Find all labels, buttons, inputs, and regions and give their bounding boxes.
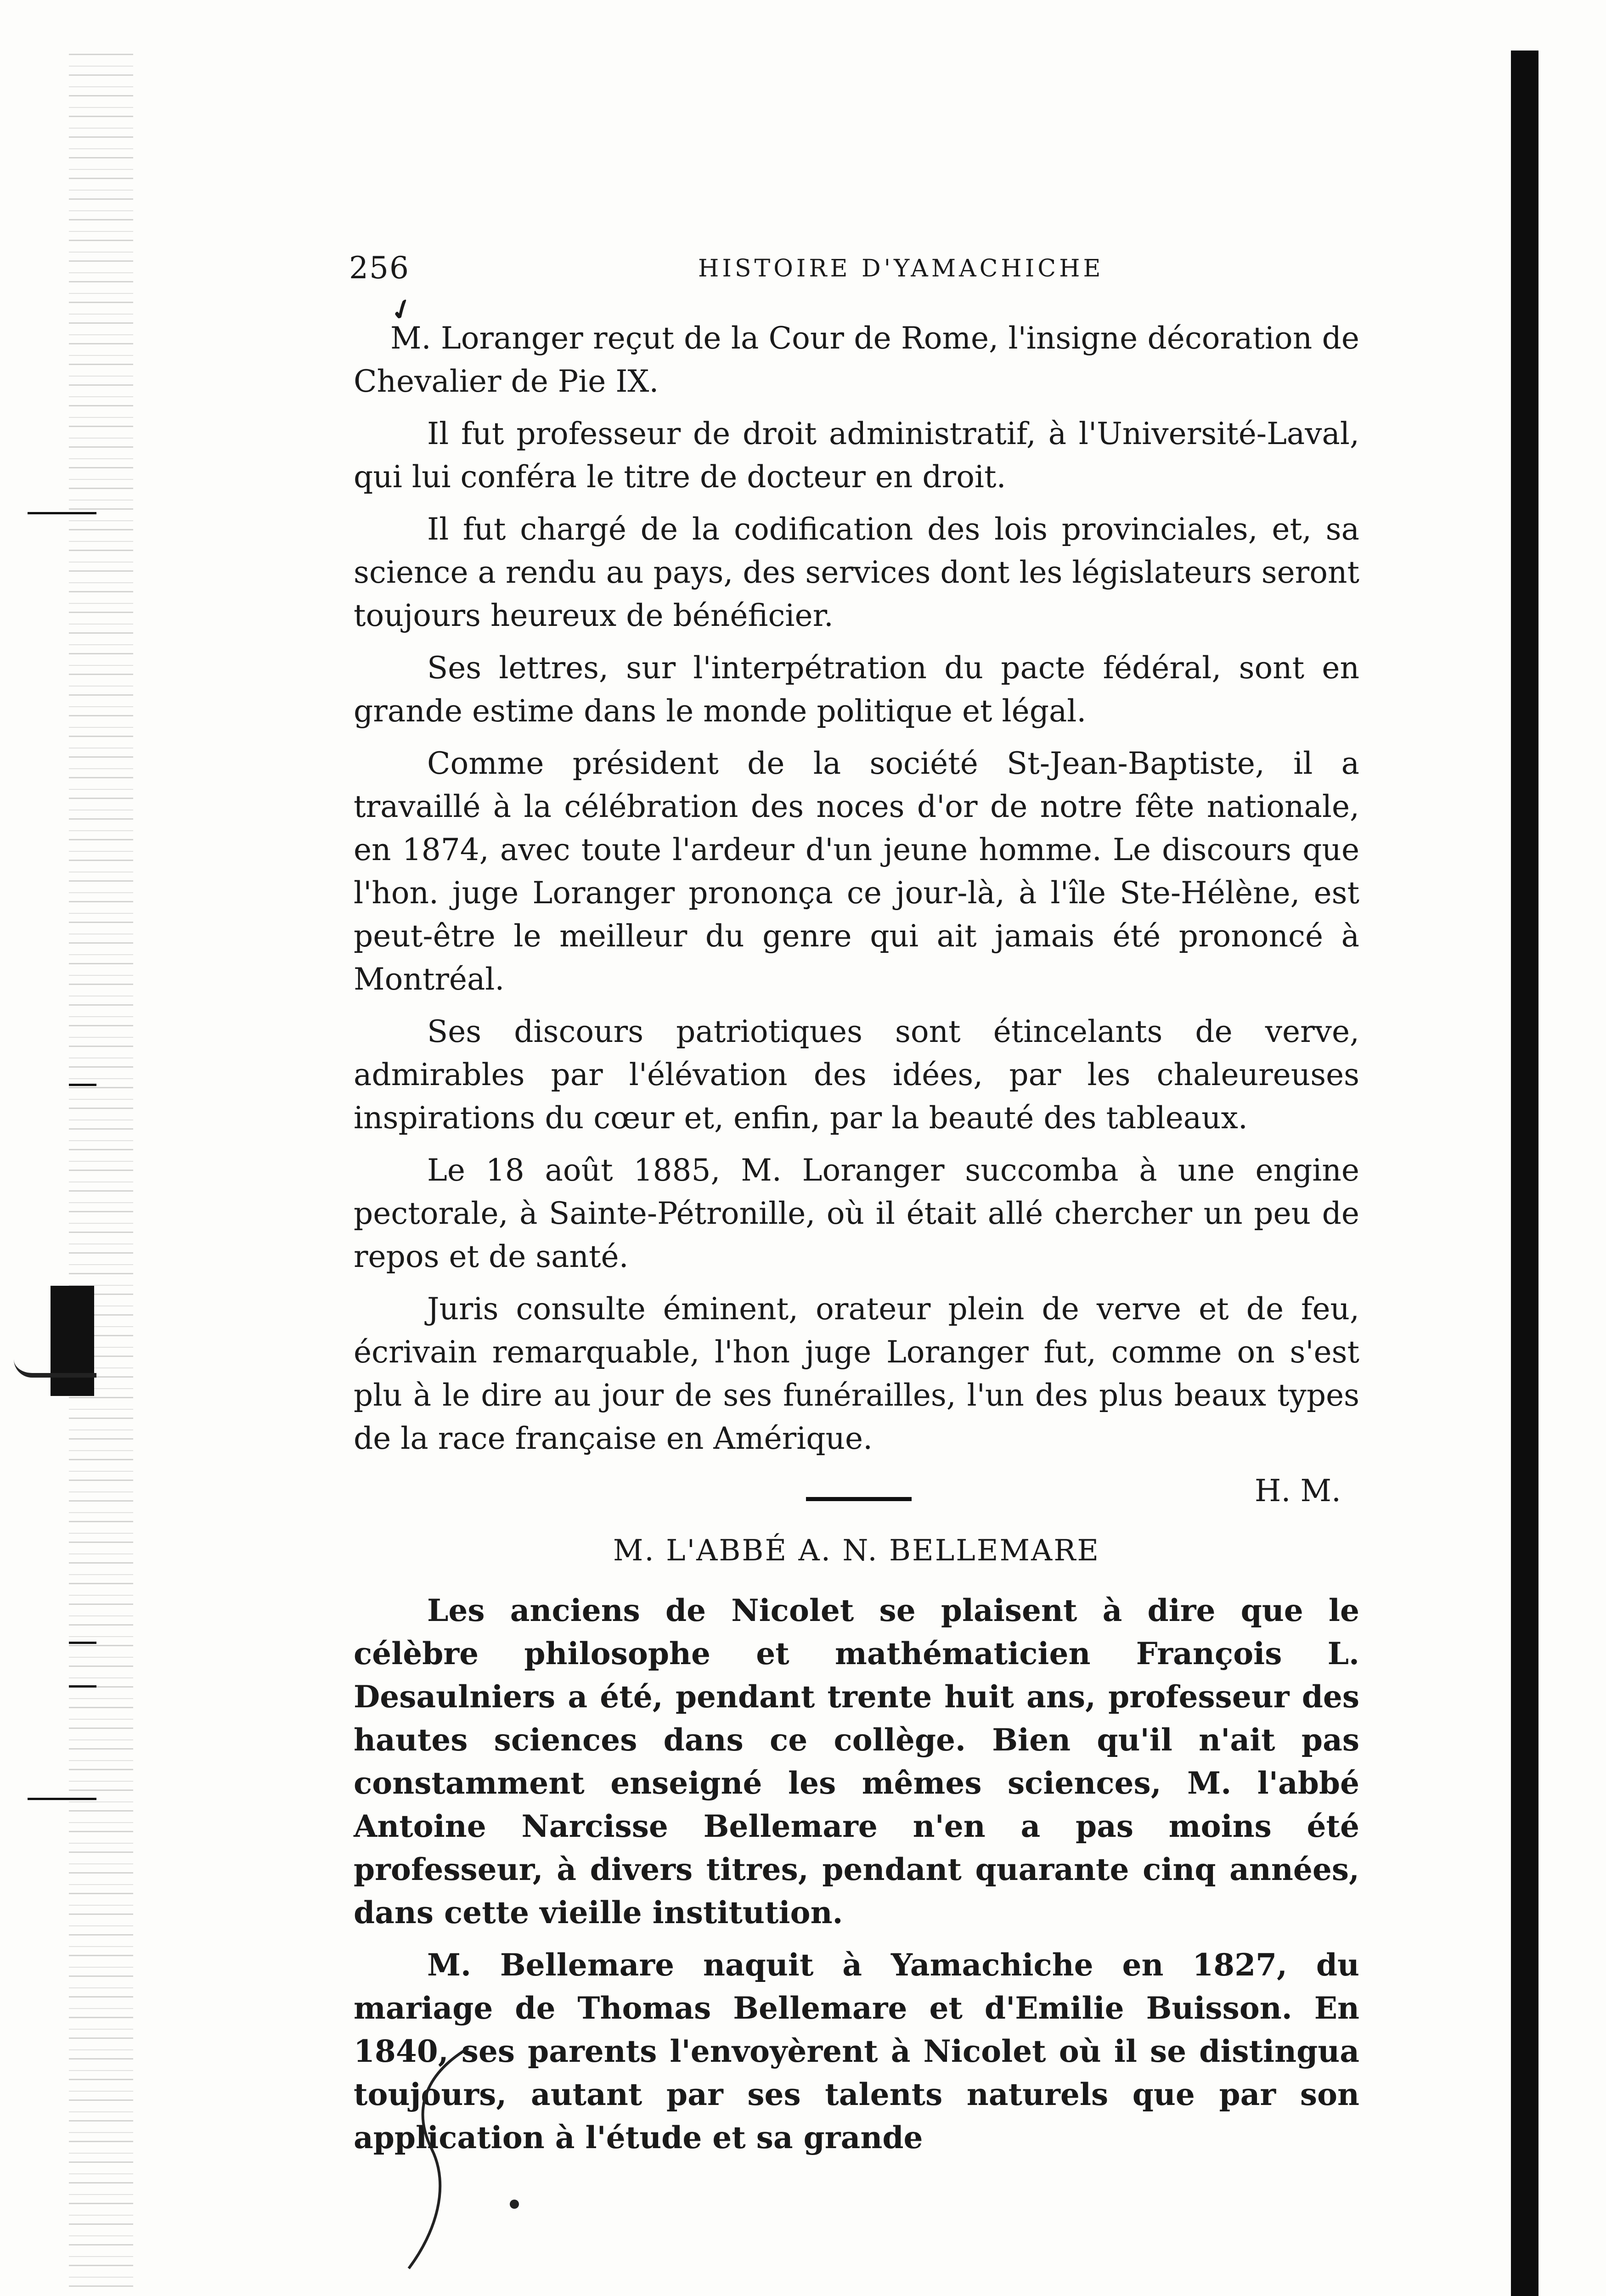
paragraph: Le 18 août 1885, M. Loranger succomba à une engine pectorale, à Sainte-Pétronille, où il était allé chercher un peu de repos et de santé.: [354, 1153, 1359, 1274]
signature: H. M.: [1254, 1473, 1341, 1508]
paragraph: Comme président de la société St-Jean-Baptiste, il a travaillé à la célébration des noces d'or de notre fête nationale, en 1874, avec toute l'ardeur d'un jeune homme. Le discours que l'hon. juge Loranger prononça ce jour-là, à l'île Ste-Hélène, est peut-être le meilleur du genre qui ait jamais été prononcé à Montréal.: [354, 746, 1359, 997]
paragraph: Ses discours patriotiques sont étincelants de verve, admirables par l'élévation des idées, par les chaleureuses inspirations du cœur et, enfin, par la beauté des tableaux.: [354, 1014, 1359, 1136]
scan-edge-tick: [69, 1642, 96, 1644]
paragraph: Ses lettres, sur l'interpétration du pacte fédéral, sont en grande estime dans le monde politique et légal.: [354, 650, 1359, 729]
page-number: 256: [349, 250, 410, 286]
scan-edge-tick: [69, 1685, 96, 1688]
scan-hook-mark: [14, 1359, 96, 1378]
paragraph: Juris consulte éminent, orateur plein de verve et de feu, écrivain remarquable, l'hon juge Loranger fut, comme on s'est plu à le dire au jour de ses funérailles, l'un des plus beaux types de la race française en Amérique.: [354, 1291, 1359, 1456]
scan-edge-tick: [69, 1084, 96, 1086]
check-mark-icon: ✓: [385, 291, 418, 329]
paragraph: Les anciens de Nicolet se plaisent à dire que le célèbre philosophe et mathématicien François L. Desaulniers a été, pendant trente huit ans, professeur des hautes sciences dans ce collège. Bien qu'il n'ait pas constamment enseigné les mêmes sciences, M. l'abbé Antoine Narcisse Bellemare n'en a pas moins été professeur, à divers titres, pendant quarante cinq années, dans cette vieille institution.: [354, 1593, 1359, 1930]
running-title: HISTOIRE D'YAMACHICHE: [698, 255, 1104, 282]
binding-shadow: [1511, 51, 1538, 2296]
section-divider: [806, 1497, 912, 1501]
article-loranger: [354, 317, 1359, 1522]
paragraph: M. Bellemare naquit à Yamachiche en 1827, du mariage de Thomas Bellemare et d'Emilie Buisson. En 1840, ses parents l'envoyèrent à Nicolet où il se distingua toujours, autant par ses talents naturels que par son application à l'étude et sa grande: [354, 1947, 1359, 2155]
scan-edge-speckle: [69, 46, 133, 2296]
scan-dark-mark: [51, 1286, 94, 1396]
paragraph: Il fut professeur de droit administratif, à l'Université-Laval, qui lui conféra le titre de docteur en droit.: [354, 416, 1359, 495]
scan-edge-tick: [28, 1798, 96, 1800]
section-heading: M. L'ABBÉ A. N. BELLEMARE: [613, 1534, 1100, 1568]
scan-edge-tick: [28, 512, 96, 514]
running-header: [349, 250, 1359, 287]
pen-stroke-mark: [404, 2039, 524, 2278]
paragraph: M. Loranger reçut de la Cour de Rome, l'insigne décoration de Chevalier de Pie IX.: [354, 321, 1359, 399]
paragraph: Il fut chargé de la codification des lois provinciales, et, sa science a rendu au pays, des services dont les législateurs seront toujours heureux de bénéficier.: [354, 512, 1359, 633]
